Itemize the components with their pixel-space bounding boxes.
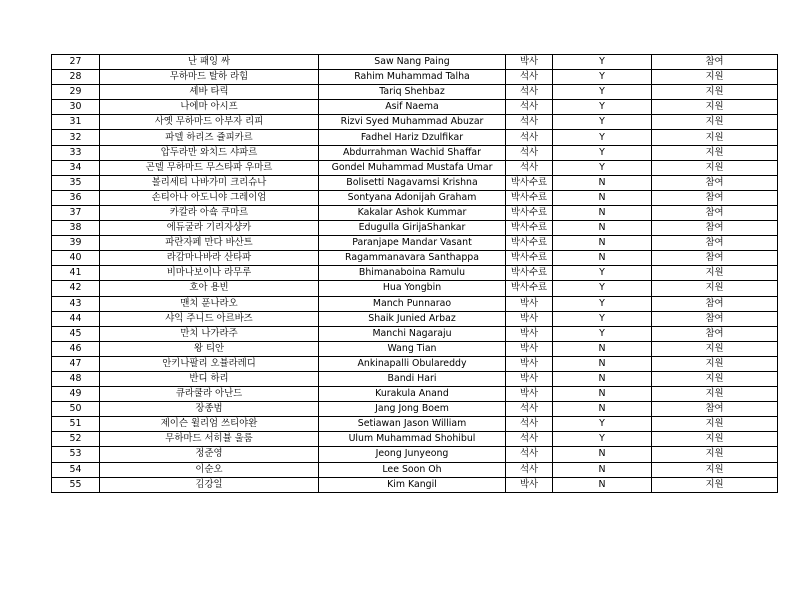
status-cell: 지원 (652, 417, 778, 432)
status-cell: 지원 (652, 341, 778, 356)
status-cell: 지원 (652, 70, 778, 85)
table-row (52, 311, 778, 326)
row-number-cell: 44 (52, 311, 100, 326)
row-number-cell: 28 (52, 70, 100, 85)
table-row (52, 447, 778, 462)
row-number-cell: 47 (52, 356, 100, 371)
english-name-cell: Bandi Hari (319, 371, 506, 386)
yes-no-cell: N (553, 387, 652, 402)
english-name-cell: Ulum Muhammad Shohibul (319, 432, 506, 447)
korean-name-cell: 왕 티안 (100, 341, 319, 356)
english-name-cell: Setiawan Jason William (319, 417, 506, 432)
degree-cell: 박사수료 (506, 281, 553, 296)
english-name-cell: Bhimanaboina Ramulu (319, 266, 506, 281)
row-number-cell: 42 (52, 281, 100, 296)
yes-no-cell: N (553, 175, 652, 190)
table-row (52, 281, 778, 296)
row-number-cell: 37 (52, 205, 100, 220)
table-row (52, 341, 778, 356)
english-name-cell: Rahim Muhammad Talha (319, 70, 506, 85)
table-row (52, 70, 778, 85)
row-number-cell: 55 (52, 477, 100, 492)
degree-cell: 박사 (506, 326, 553, 341)
table-row (52, 190, 778, 205)
yes-no-cell: Y (553, 130, 652, 145)
table-row (52, 55, 778, 70)
row-number-cell: 36 (52, 190, 100, 205)
yes-no-cell: Y (553, 296, 652, 311)
yes-no-cell: N (553, 402, 652, 417)
degree-cell: 석사 (506, 417, 553, 432)
yes-no-cell: N (553, 236, 652, 251)
status-cell: 지원 (652, 266, 778, 281)
english-name-cell: Manchi Nagaraju (319, 326, 506, 341)
english-name-cell: Saw Nang Paing (319, 55, 506, 70)
table-row (52, 387, 778, 402)
degree-cell: 석사 (506, 432, 553, 447)
degree-cell: 박사 (506, 55, 553, 70)
table-row (52, 462, 778, 477)
korean-name-cell: 이순오 (100, 462, 319, 477)
status-cell: 참여 (652, 175, 778, 190)
yes-no-cell: N (553, 341, 652, 356)
korean-name-cell: 샤익 주니드 아르바즈 (100, 311, 319, 326)
english-name-cell: Ankinapalli Obulareddy (319, 356, 506, 371)
yes-no-cell: N (553, 356, 652, 371)
table-row (52, 175, 778, 190)
status-cell: 지원 (652, 462, 778, 477)
degree-cell: 박사수료 (506, 175, 553, 190)
korean-name-cell: 제이슨 윌리엄 쓰티야완 (100, 417, 319, 432)
english-name-cell: Jeong Junyeong (319, 447, 506, 462)
english-name-cell: Asif Naema (319, 100, 506, 115)
table-row (52, 251, 778, 266)
yes-no-cell: Y (553, 115, 652, 130)
row-number-cell: 34 (52, 160, 100, 175)
table-row (52, 145, 778, 160)
korean-name-cell: 카칼라 아숔 쿠마르 (100, 205, 319, 220)
yes-no-cell: Y (553, 281, 652, 296)
row-number-cell: 46 (52, 341, 100, 356)
degree-cell: 박사 (506, 477, 553, 492)
table-row (52, 221, 778, 236)
status-cell: 지원 (652, 432, 778, 447)
degree-cell: 박사 (506, 296, 553, 311)
participant-table (51, 54, 778, 493)
english-name-cell: Kim Kangil (319, 477, 506, 492)
status-cell: 지원 (652, 130, 778, 145)
korean-name-cell: 안키나팔리 오뷸라레디 (100, 356, 319, 371)
status-cell: 참여 (652, 311, 778, 326)
yes-no-cell: Y (553, 145, 652, 160)
degree-cell: 석사 (506, 160, 553, 175)
degree-cell: 박사 (506, 356, 553, 371)
english-name-cell: Ragammanavara Santhappa (319, 251, 506, 266)
yes-no-cell: Y (553, 70, 652, 85)
korean-name-cell: 반디 하리 (100, 371, 319, 386)
yes-no-cell: Y (553, 417, 652, 432)
english-name-cell: Bolisetti Nagavamsi Krishna (319, 175, 506, 190)
row-number-cell: 43 (52, 296, 100, 311)
english-name-cell: Gondel Muhammad Mustafa Umar (319, 160, 506, 175)
english-name-cell: Lee Soon Oh (319, 462, 506, 477)
english-name-cell: Kakalar Ashok Kummar (319, 205, 506, 220)
table-row (52, 356, 778, 371)
row-number-cell: 49 (52, 387, 100, 402)
yes-no-cell: N (553, 371, 652, 386)
status-cell: 지원 (652, 281, 778, 296)
english-name-cell: Kurakula Anand (319, 387, 506, 402)
degree-cell: 박사수료 (506, 251, 553, 266)
degree-cell: 석사 (506, 70, 553, 85)
status-cell: 지원 (652, 115, 778, 130)
degree-cell: 석사 (506, 402, 553, 417)
degree-cell: 박사 (506, 371, 553, 386)
english-name-cell: Hua Yongbin (319, 281, 506, 296)
korean-name-cell: 곤델 무하마드 무스타파 우마르 (100, 160, 319, 175)
korean-name-cell: 무하마드 서히뷸 울룸 (100, 432, 319, 447)
korean-name-cell: 김강일 (100, 477, 319, 492)
english-name-cell: Sontyana Adonijah Graham (319, 190, 506, 205)
row-number-cell: 38 (52, 221, 100, 236)
row-number-cell: 32 (52, 130, 100, 145)
english-name-cell: Rizvi Syed Muhammad Abuzar (319, 115, 506, 130)
yes-no-cell: Y (553, 100, 652, 115)
row-number-cell: 53 (52, 447, 100, 462)
table-row (52, 130, 778, 145)
table-row (52, 432, 778, 447)
english-name-cell: Edugulla GirijaShankar (319, 221, 506, 236)
table-row (52, 266, 778, 281)
status-cell: 지원 (652, 145, 778, 160)
row-number-cell: 29 (52, 85, 100, 100)
korean-name-cell: 사옛 무하마드 아부자 리피 (100, 115, 319, 130)
table-row (52, 205, 778, 220)
degree-cell: 박사수료 (506, 266, 553, 281)
row-number-cell: 30 (52, 100, 100, 115)
row-number-cell: 35 (52, 175, 100, 190)
yes-no-cell: Y (553, 432, 652, 447)
yes-no-cell: Y (553, 266, 652, 281)
table-row (52, 115, 778, 130)
row-number-cell: 48 (52, 371, 100, 386)
table-row (52, 296, 778, 311)
yes-no-cell: Y (553, 55, 652, 70)
korean-name-cell: 압두라만 와치드 샤파르 (100, 145, 319, 160)
korean-name-cell: 큐라쿨라 아난드 (100, 387, 319, 402)
degree-cell: 석사 (506, 447, 553, 462)
english-name-cell: Paranjape Mandar Vasant (319, 236, 506, 251)
status-cell: 지원 (652, 85, 778, 100)
status-cell: 참여 (652, 190, 778, 205)
status-cell: 지원 (652, 477, 778, 492)
row-number-cell: 54 (52, 462, 100, 477)
status-cell: 지원 (652, 447, 778, 462)
row-number-cell: 40 (52, 251, 100, 266)
yes-no-cell: Y (553, 311, 652, 326)
status-cell: 지원 (652, 100, 778, 115)
status-cell: 참여 (652, 205, 778, 220)
status-cell: 지원 (652, 160, 778, 175)
table-row (52, 100, 778, 115)
korean-name-cell: 난 패잉 싸 (100, 55, 319, 70)
degree-cell: 석사 (506, 130, 553, 145)
table-row (52, 402, 778, 417)
degree-cell: 박사 (506, 341, 553, 356)
degree-cell: 석사 (506, 100, 553, 115)
row-number-cell: 52 (52, 432, 100, 447)
row-number-cell: 31 (52, 115, 100, 130)
status-cell: 참여 (652, 221, 778, 236)
english-name-cell: Shaik Junied Arbaz (319, 311, 506, 326)
row-number-cell: 45 (52, 326, 100, 341)
english-name-cell: Abdurrahman Wachid Shaffar (319, 145, 506, 160)
table-row (52, 326, 778, 341)
yes-no-cell: N (553, 190, 652, 205)
table-row (52, 417, 778, 432)
degree-cell: 석사 (506, 145, 553, 160)
row-number-cell: 50 (52, 402, 100, 417)
korean-name-cell: 손티아나 아도니야 그레이엄 (100, 190, 319, 205)
english-name-cell: Manch Punnarao (319, 296, 506, 311)
degree-cell: 박사 (506, 311, 553, 326)
korean-name-cell: 맨치 푼나라오 (100, 296, 319, 311)
table-row (52, 371, 778, 386)
yes-no-cell: N (553, 251, 652, 266)
status-cell: 지원 (652, 371, 778, 386)
degree-cell: 박사수료 (506, 190, 553, 205)
table-row (52, 477, 778, 492)
status-cell: 지원 (652, 387, 778, 402)
degree-cell: 박사 (506, 387, 553, 402)
korean-name-cell: 파델 하리즈 쥴피카르 (100, 130, 319, 145)
korean-name-cell: 라감마나바라 산타파 (100, 251, 319, 266)
yes-no-cell: N (553, 462, 652, 477)
status-cell: 지원 (652, 356, 778, 371)
korean-name-cell: 에듀굴라 기리자샹카 (100, 221, 319, 236)
status-cell: 참여 (652, 402, 778, 417)
status-cell: 참여 (652, 296, 778, 311)
status-cell: 참여 (652, 251, 778, 266)
row-number-cell: 41 (52, 266, 100, 281)
yes-no-cell: N (553, 221, 652, 236)
yes-no-cell: Y (553, 326, 652, 341)
korean-name-cell: 비마나보이나 라무루 (100, 266, 319, 281)
yes-no-cell: Y (553, 85, 652, 100)
status-cell: 참여 (652, 236, 778, 251)
korean-name-cell: 무하마드 탈하 라힘 (100, 70, 319, 85)
yes-no-cell: Y (553, 160, 652, 175)
english-name-cell: Fadhel Hariz Dzulfikar (319, 130, 506, 145)
yes-no-cell: N (553, 477, 652, 492)
row-number-cell: 27 (52, 55, 100, 70)
korean-name-cell: 장종범 (100, 402, 319, 417)
status-cell: 참여 (652, 326, 778, 341)
degree-cell: 박사수료 (506, 236, 553, 251)
korean-name-cell: 나에마 아시프 (100, 100, 319, 115)
row-number-cell: 33 (52, 145, 100, 160)
table-row (52, 85, 778, 100)
korean-name-cell: 호아 용빈 (100, 281, 319, 296)
yes-no-cell: N (553, 447, 652, 462)
english-name-cell: Jang Jong Boem (319, 402, 506, 417)
korean-name-cell: 셰바 타릭 (100, 85, 319, 100)
korean-name-cell: 만치 나가라주 (100, 326, 319, 341)
degree-cell: 박사수료 (506, 205, 553, 220)
row-number-cell: 39 (52, 236, 100, 251)
degree-cell: 박사수료 (506, 221, 553, 236)
table-row (52, 236, 778, 251)
yes-no-cell: N (553, 205, 652, 220)
degree-cell: 석사 (506, 462, 553, 477)
degree-cell: 석사 (506, 115, 553, 130)
table-row (52, 160, 778, 175)
table-body (52, 55, 778, 493)
row-number-cell: 51 (52, 417, 100, 432)
status-cell: 참여 (652, 55, 778, 70)
korean-name-cell: 파란자페 만다 바산트 (100, 236, 319, 251)
degree-cell: 석사 (506, 85, 553, 100)
korean-name-cell: 정준영 (100, 447, 319, 462)
english-name-cell: Tariq Shehbaz (319, 85, 506, 100)
english-name-cell: Wang Tian (319, 341, 506, 356)
korean-name-cell: 볼리세티 나바가미 크리슈나 (100, 175, 319, 190)
